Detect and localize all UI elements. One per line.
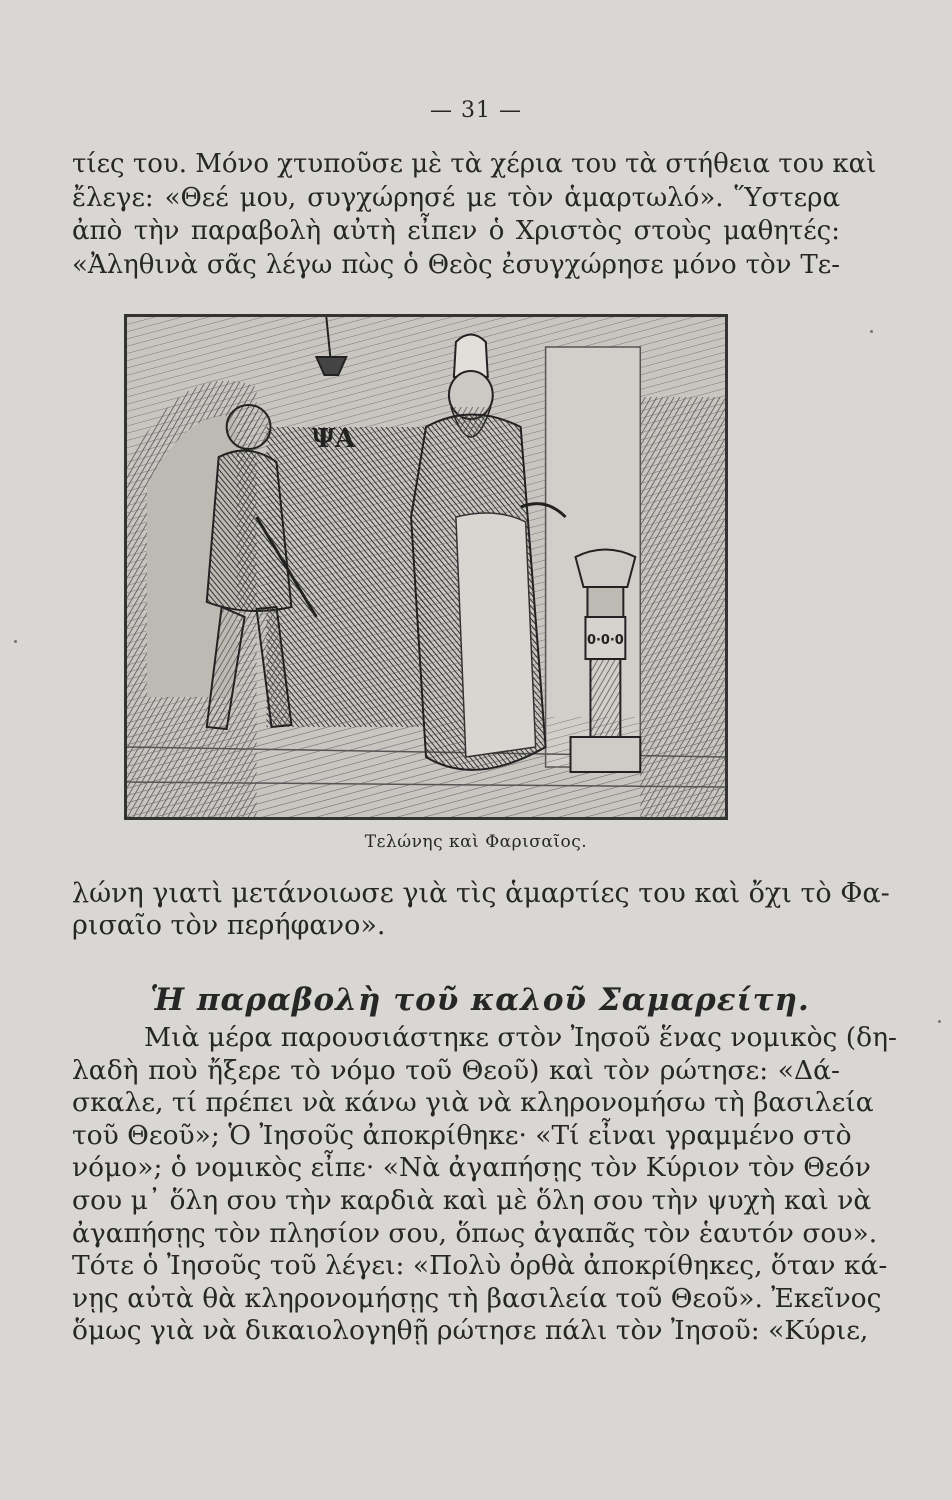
wall-inscription: ΨΑ <box>311 423 356 455</box>
text-line: «Ἀληθινὰ σᾶς λέγω πὼς ὁ Θεὸς ἐσυγχώρησε μόνο τὸν Τε- <box>72 249 840 280</box>
paper-speck <box>938 1020 941 1023</box>
top-paragraph <box>72 148 877 282</box>
text-line: Μιὰ μέρα παρουσιάστηκε στὸν Ἰησοῦ ἕνας νομικὸς (δη- <box>144 1022 897 1053</box>
text-line: νόμο»; ὁ νομικὸς εἶπε· «Νὰ ἀγαπήσῃς τὸν Κύριον τὸν Θεόν <box>72 1152 871 1184</box>
illustration-caption: Τελώνης καὶ Φαρισαῖος. <box>364 832 588 852</box>
text-line: ρισαῖο τὸν περήφανο». <box>72 910 386 941</box>
paper-speck <box>870 330 873 333</box>
text-line: ἀπὸ τὴν παραβολὴ αὐτὴ εἶπεν ὁ Χριστὸς στοὺς μαθητές: <box>72 216 840 246</box>
body-paragraph <box>72 1022 897 1348</box>
section-heading: Ἡ παραβολὴ τοῦ καλοῦ Σαμαρείτη. <box>150 982 810 1018</box>
text-line: ἔλεγε: «Θεέ μου, συγχώρησέ με τὸν ἁμαρτωλό». Ὕστερα <box>72 182 840 213</box>
text-line: Τότε ὁ Ἰησοῦς τοῦ λέγει: «Πολὺ ὀρθὰ ἀποκρίθηκες, ὅταν κά- <box>72 1250 888 1282</box>
page-number: — 31 — <box>430 98 522 123</box>
paper-speck <box>14 640 17 643</box>
text-line: νῃς αὐτὰ θὰ κληρονομήσῃς τὴ βασιλεία τοῦ Θεοῦ». Ἐκεῖνος <box>72 1282 882 1314</box>
text-line: τοῦ Θεοῦ»; Ὁ Ἰησοῦς ἀποκρίθηκε· «Τί εἶναι γραμμένο στὸ <box>72 1119 852 1151</box>
text-line: λαδὴ ποὺ ἤξερε τὸ νόμο τοῦ Θεοῦ) καὶ τὸν ρώτησε: «Δά- <box>72 1054 840 1086</box>
text-line: λώνη γιατὶ μετάνοιωσε γιὰ τὶς ἁμαρτίες του καὶ ὄχι τὸ Φα- <box>72 878 890 909</box>
text-line: σκαλε, τί πρέπει νὰ κάνω γιὰ νὰ κληρονομήσω τὴ βασιλεία <box>72 1087 874 1119</box>
text-line: σου μ᾽ ὅλη σου τὴν καρδιὰ καὶ μὲ ὅλη σου τὴν ψυχὴ καὶ νὰ <box>72 1184 872 1216</box>
text-line: ὅμως γιὰ νὰ δικαιολογηθῇ ρώτησε πάλι τὸν Ἰησοῦ: «Κύριε, <box>72 1315 869 1347</box>
vessel-band-text: 0·0·0 <box>586 632 624 649</box>
middle-paragraph <box>72 878 890 942</box>
engraving-illustration <box>124 314 728 820</box>
text-line: ἀγαπήσῃς τὸν πλησίον σου, ὅπως ἀγαπᾶς τὸν ἑαυτόν σου». <box>72 1217 878 1249</box>
text-line: τίες του. Μόνο χτυποῦσε μὲ τὰ χέρια του τὰ στήθεια του καὶ <box>72 149 877 179</box>
engraving-drawing <box>127 317 725 817</box>
